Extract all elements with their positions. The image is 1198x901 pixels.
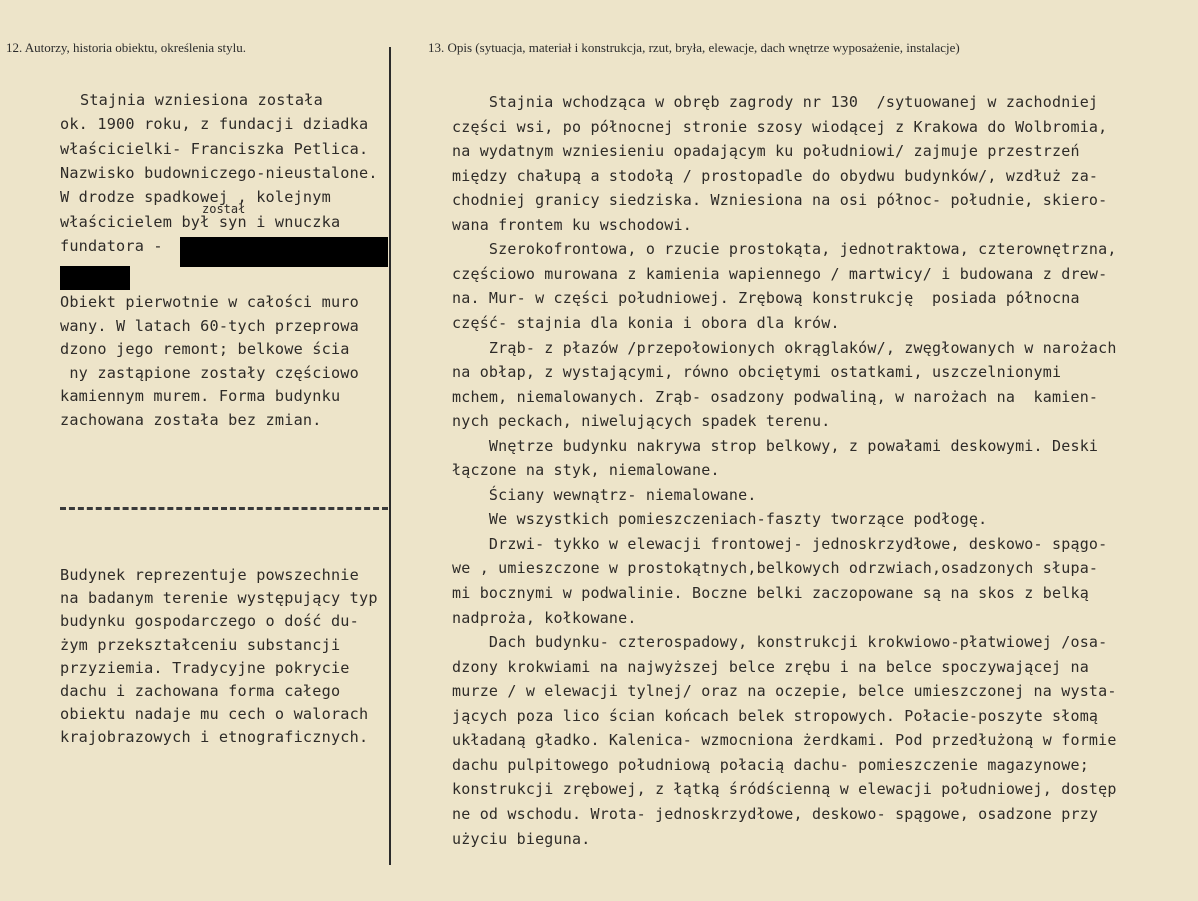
text-line: Obiekt pierwotnie w całości muro [60, 293, 359, 311]
text-line: ne od wschodu. Wrota- jednoskrzydłowe, deskowo- spągowe, osadzone przy [452, 804, 1099, 823]
text-line: żym przekształceniu substancji [60, 635, 341, 654]
text-line: Drzwi- tykko w elewacji frontowej- jednoskrzydłowe, deskowo- spągo- [452, 534, 1108, 553]
text-line: przyziemia. Tradycyjne pokrycie [60, 658, 350, 677]
text-line: ok. 1900 roku, z fundacji dziadka [60, 115, 369, 134]
text-line: konstrukcji zrębowej, z łątką śródścienną w elewacji południowej, dostęp [452, 780, 1117, 799]
text-line: chodniej granicy siedziska. Wzniesiona na osi północ- południe, skiero- [452, 191, 1108, 210]
text-line: dzono jego remont; belkowe ścia [60, 340, 350, 359]
text-line: krajobrazowych i etnograficznych. [60, 728, 369, 747]
text-line: nadproża, kołkowane. [452, 608, 637, 627]
text-line: układaną gładko. Kalenica- wzmocniona żerdkami. Pod przedłużoną w formie [452, 731, 1117, 750]
text-line: mi bocznymi w podwalinie. Boczne belki zaczopowane są na skos z belką [452, 584, 1089, 602]
text-line: Stajnia wchodząca w obręb zagrody nr 130 /sytuowanej w zachodniej [452, 93, 1099, 111]
text-line: fundatora - [60, 236, 163, 255]
text-line: Wnętrze budynku nakrywa strop belkowy, z powałami deskowymi. Deski [452, 436, 1099, 455]
text-line: na wydatnym wzniesieniu opadającym ku południowi/ zajmuje przestrzeń [452, 142, 1080, 161]
text-line: dzony krokwiami na najwyższej belce zrębu i na belce spoczywającej na [452, 657, 1089, 676]
text-line: na. Mur- w części południowej. Zrębową konstrukcję posiada północna [452, 289, 1080, 308]
text-line: obiektu nadaje mu cech o walorach [60, 705, 369, 724]
overtyped-word: został [202, 202, 246, 216]
section-12-heading: 12. Autorzy, historia obiektu, określenia stylu. [6, 40, 246, 55]
separator-line [60, 507, 388, 510]
text-line: budynku gospodarczego o dość du- [60, 612, 359, 631]
text-line: zachowana została bez zmian. [60, 411, 322, 429]
text-line: Budynek reprezentuje powszechnie [60, 566, 359, 584]
text-line: jących poza lico ścian końcach belek stropowych. Połacie-poszyte słomą [452, 706, 1099, 725]
text-line: Stajnia wzniesiona została [80, 91, 323, 109]
text-line: właścicielki- Franciszka Petlica. [60, 139, 369, 158]
text-line: między chałupą a stodołą / prostopadle do obydwu budynków/, wzdłuż za- [452, 166, 1099, 185]
redaction-bar [180, 237, 388, 267]
text-line: nych peckach, niwelujących spadek terenu. [452, 412, 831, 431]
text-line: wany. W latach 60-tych przeprowa [60, 316, 359, 335]
text-line: łączone na styk, niemalowane. [452, 461, 720, 480]
redaction-bar [60, 266, 130, 290]
text-line: ny zastąpione zostały częściowo [60, 363, 359, 382]
text-line: części wsi, po północnej stronie szosy wiodącej z Krakowa do Wolbromia, [452, 117, 1108, 136]
text-line: dachu i zachowana forma całego [60, 682, 341, 700]
text-line: Szerokofrontowa, o rzucie prostokąta, jednotraktowa, czterownętrzna, [452, 240, 1117, 259]
text-line: murze / w elewacji tylnej/ oraz na oczepie, belce umieszczonej na wysta- [452, 682, 1117, 701]
text-line: wana frontem ku wschodowi. [452, 215, 692, 234]
text-line: We wszystkich pomieszczeniach-faszty tworzące podłogę. [452, 510, 988, 529]
text-line: Zrąb- z płazów /przepołowionych okrąglaków/, zwęgłowanych w narożach [452, 338, 1117, 357]
text-line: użyciu bieguna. [452, 829, 591, 848]
text-line: kamiennym murem. Forma budynku [60, 387, 341, 406]
text-line: Dach budynku- czterospadowy, konstrukcji krokwiowo-płatwiowej /osa- [452, 633, 1108, 652]
text-line: dachu pulpitowego południową połacią dachu- pomieszczenie magazynowe; [452, 755, 1089, 774]
text-line: właścicielem był syn i wnuczka [60, 212, 341, 231]
text-line: we , umieszczone w prostokątnych,belkowych odrzwiach,osadzonych słupa- [452, 559, 1099, 578]
text-line: na obłap, z wystającymi, równo obciętymi ostatkami, uszczelnionymi [452, 363, 1062, 382]
column-divider [389, 47, 391, 865]
section-13-heading: 13. Opis (sytuacja, materiał i konstrukcja, rzut, bryła, elewacje, dach wnętrze wyposażenie, instalacje) [428, 40, 960, 55]
text-line: W drodze spadkowej , kolejnym [60, 188, 331, 207]
text-line: na badanym terenie występujący typ [60, 589, 378, 608]
text-line: część- stajnia dla konia i obora dla krów. [452, 313, 840, 332]
text-line: częściowo murowana z kamienia wapiennego / martwicy/ i budowana z drew- [452, 264, 1108, 283]
text-line: Ściany wewnątrz- niemalowane. [452, 485, 757, 504]
text-line: Nazwisko budowniczego-nieustalone. [60, 163, 378, 182]
text-line: mchem, niemalowanych. Zrąb- osadzony podwaliną, w narożach na kamien- [452, 387, 1099, 406]
